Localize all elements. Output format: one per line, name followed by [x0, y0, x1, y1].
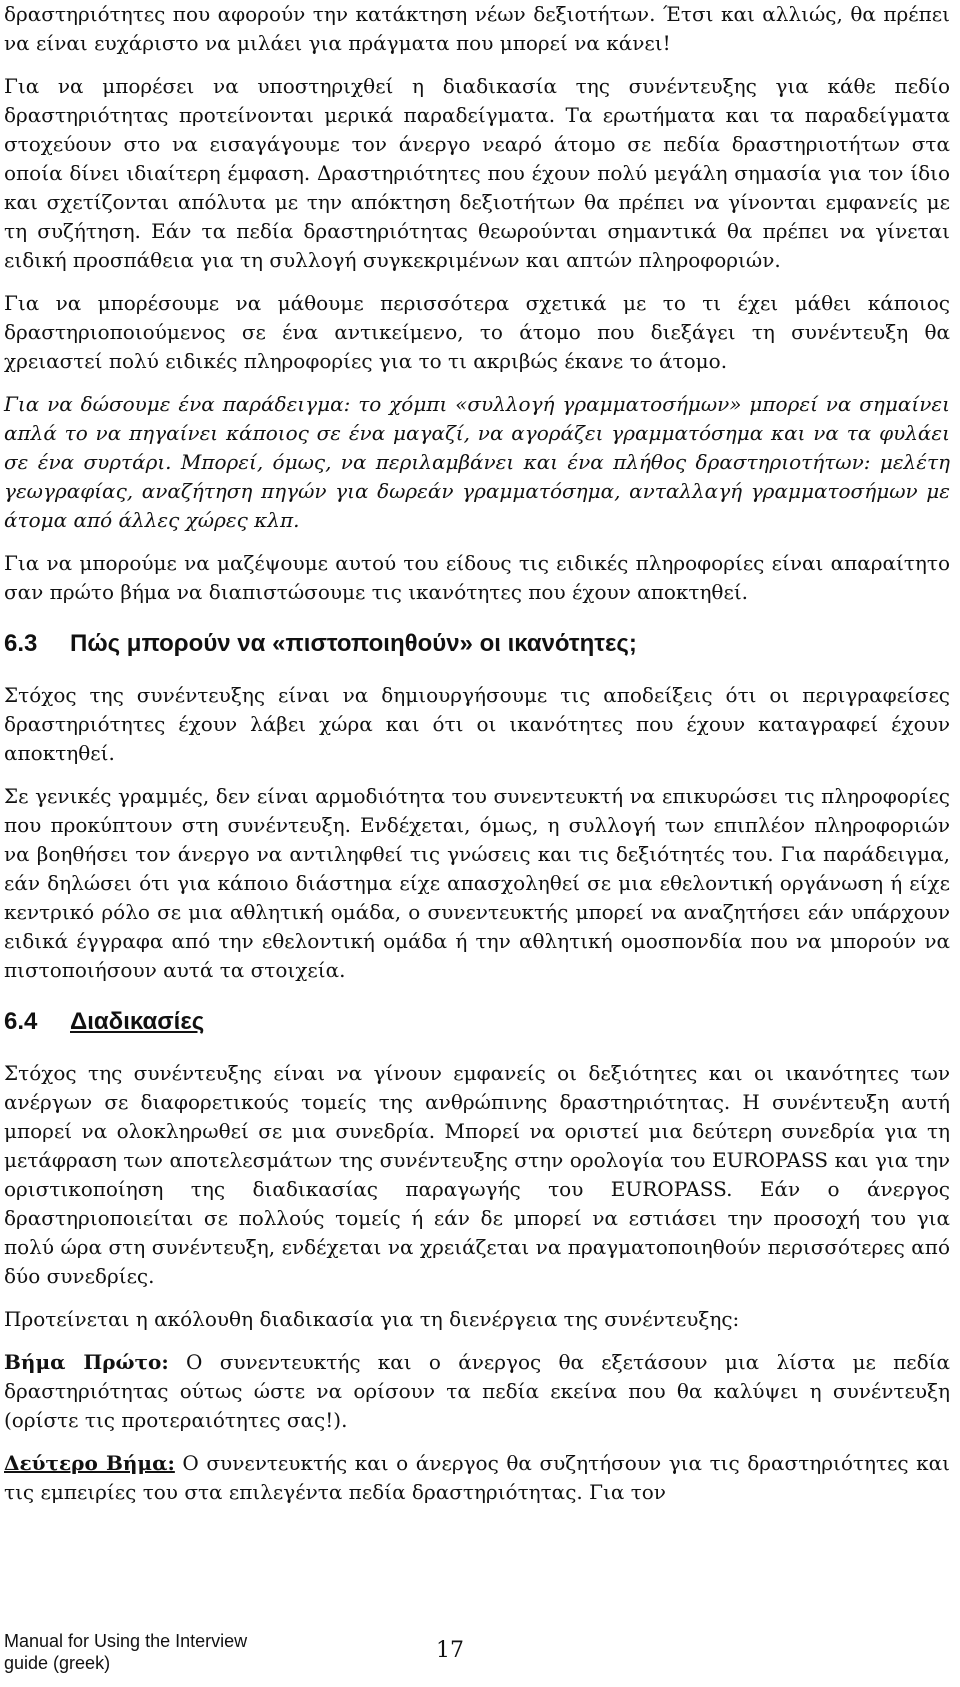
step-two-label: Δεύτερο Βήμα:: [4, 1451, 175, 1475]
step-one-text: Ο συνεντευκτής και ο άνεργος θα εξετάσουν μια λίστα με πεδία δραστηριότητας ούτως ώστε να ορίσουν τα πεδία εκείνα που θα καλύψει η συνέντευξη (ορίστε τις προτεραιότητες σας!).: [4, 1350, 950, 1432]
section-title: Διαδικασίες: [70, 1008, 205, 1035]
example-paragraph: Για να δώσουμε ένα παράδειγμα: το χόμπι «συλλογή γραμματοσήμων» μπορεί να σημαίνει απλά το να πηγαίνει κάποιος σε ένα μαγαζί, να αγοράζει γραμματόσημα και να τα φυλάει σε ένα συρτάρι. Μπορεί, όμως, να περιλαμβάνει και ένα πλήθος δραστηριοτήτων: μελέτη γεωγραφίας, αναζήτηση πηγών για δωρεάν γραμματόσημα, ανταλλαγή γραμματοσήμων με άτομα από άλλες χώρες κλπ.: [4, 392, 950, 532]
document-body: [4, 0, 950, 1521]
footer-label: Manual for Using the Interview guide (greek): [4, 1631, 248, 1673]
step-two-text: Ο συνεντευκτής και ο άνεργος θα συζητήσουν για τις δραστηριότητες και τις εμπειρίες του στα επιλεγέντα πεδία δραστηριότητας. Για τον: [4, 1451, 950, 1504]
section-heading-6-4: [4, 1007, 950, 1037]
section-heading-6-3: [4, 629, 950, 659]
section-number: 6.4: [4, 1008, 38, 1035]
paragraph: Σε γενικές γραμμές, δεν είναι αρμοδιότητα του συνεντευκτή να επικυρώσει τις πληροφορίες που προκύπτουν στη συνέντευξη. Ενδέχεται, όμως, η συλλογή των επιπλέον πληροφοριών να βοηθήσει τον άνεργο να αντιληφθεί τις γνώσεις και τις δεξιότητές του. Για παράδειγμα, εάν δηλώσει ότι για κάποιο διάστημα είχε απασχοληθεί σε μια εθελοντική οργάνωση ή είχε κεντρικό ρόλο σε μια αθλητική ομάδα, ο συνεντευκτής μπορεί να αναζητήσει εάν υπάρχουν ειδικά έγγραφα από την εθελοντική ομάδα ή την αθλητική ομοσπονδία που να μπορούν να πιστοποιήσουν αυτά τα στοιχεία.: [4, 784, 950, 982]
paragraph: Στόχος της συνέντευξης είναι να δημιουργήσουμε τις αποδείξεις ότι οι περιγραφείσες δραστηριότητες έχουν λάβει χώρα και ότι οι ικανότητες που έχουν καταγραφεί έχουν αποκτηθεί.: [4, 683, 950, 765]
paragraph: Για να μπορέσουμε να μάθουμε περισσότερα σχετικά με το τι έχει μάθει κάποιος δραστηριοποιούμενος σε ένα αντικείμενο, το άτομο που διεξάγει τη συνέντευξη θα χρειαστεί πολύ ειδικές πληροφορίες για το τι ακριβώς έκανε το άτομο.: [4, 291, 950, 373]
paragraph: Για να μπορούμε να μαζέψουμε αυτού του είδους τις ειδικές πληροφορίες είναι απαραίτητο σαν πρώτο βήμα να διαπιστώσουμε τις ικανότητες που έχουν αποκτηθεί.: [4, 551, 950, 604]
paragraph: Προτείνεται η ακόλουθη διαδικασία για τη διενέργεια της συνέντευξης:: [4, 1307, 740, 1331]
step-one-paragraph: [4, 1348, 950, 1435]
step-one-label: Βήμα Πρώτο:: [4, 1350, 169, 1374]
paragraph: δραστηριότητες που αφορούν την κατάκτηση νέων δεξιοτήτων. Έτσι και αλλιώς, θα πρέπει να είναι ευχάριστο να μιλάει για πράγματα που μπορεί να κάνει!: [4, 2, 950, 55]
paragraph: Στόχος της συνέντευξης είναι να γίνουν εμφανείς οι δεξιότητες και οι ικανότητες των ανέργων σε διαφορετικούς τομείς της ανθρώπινης δραστηριότητας. Η συνέντευξη αυτή μπορεί να ολοκληρωθεί σε μια συνεδρία. Μπορεί να οριστεί μια δεύτερη συνεδρία για τη μετάφραση των αποτελεσμάτων της συνέντευξης στην ορολογία του EUROPASS και για την οριστικοποίηση της διαδικασίας παραγωγής του EUROPASS. Εάν ο άνεργος δραστηριοποιείται σε πολλούς τομείς ή εάν δε μπορεί να εστιάσει την προσοχή του για πολύ ώρα στη συνέντευξη, ενδέχεται να χρειάζεται να πραγματοποιηθούν περισσότερες από δύο συνεδρίες.: [4, 1061, 950, 1288]
section-number: 6.3: [4, 630, 38, 657]
page-number: 17: [436, 1638, 464, 1663]
step-two-paragraph: [4, 1449, 950, 1507]
section-title: Πώς μπορούν να «πιστοποιηθούν» οι ικανότητες;: [70, 630, 637, 657]
paragraph: Για να μπορέσει να υποστηριχθεί η διαδικασία της συνέντευξης για κάθε πεδίο δραστηριότητας προτείνονται μερικά παραδείγματα. Τα ερωτήματα και τα παραδείγματα στοχεύουν στο να εισαγάγουμε τον άνεργο νεαρό άτομο σε πεδία δραστηριοτήτων στα οποία δίνει ιδιαίτερη έμφαση. Δραστηριότητες που έχουν πολύ μεγάλη σημασία για τον ίδιο και σχετίζονται απόλυτα με την απόκτηση δεξιοτήτων θα πρέπει να γίνονται εμφανείς με τη συζήτηση. Εάν τα πεδία δραστηριότητας θεωρούνται σημαντικά θα πρέπει να γίνεται ειδική προσπάθεια για τη συλλογή συγκεκριμένων και απτών πληροφοριών.: [4, 74, 950, 272]
page-footer: [4, 1630, 704, 1686]
